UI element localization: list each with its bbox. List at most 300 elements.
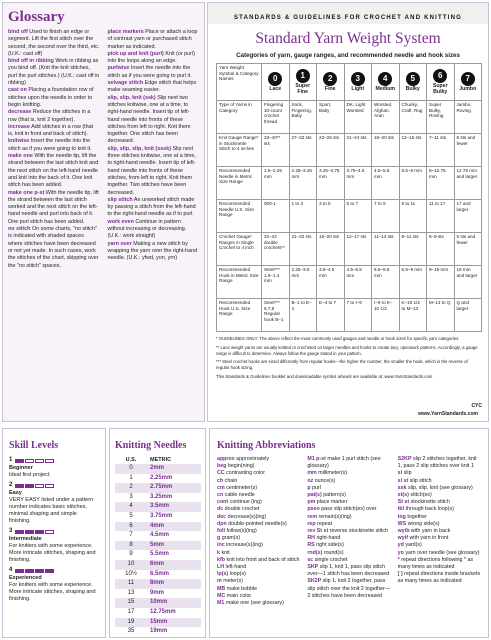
glossary-entry [8, 58, 100, 87]
yarn-weight-panel [207, 2, 489, 422]
weight-category [317, 64, 345, 101]
weight-category [372, 64, 400, 101]
glossary-definition: On some charts, "no stitch" is indicated with shaded spaces where stitches have been decreased or not yet made. In such cases, work the stitches of the chart, skipping over the "no stitch" spaces. [8, 226, 99, 269]
weight-cell: 4.5–5.5 mm [344, 266, 372, 299]
abbreviations-title: Knitting Abbreviations [217, 440, 316, 451]
weight-cell: 6–9 sts [427, 233, 455, 266]
abbreviation: psso [307, 506, 320, 513]
abbreviations-panel [209, 428, 489, 638]
needle-row [115, 550, 201, 560]
abbreviation-entry [217, 470, 301, 477]
weight-cell: 4.5–5.5 mm [372, 167, 400, 200]
glossary-term: work even [107, 218, 134, 225]
needle-us-size: 0 [115, 464, 147, 474]
weight-cell: 3.5–4.5 mm [317, 266, 345, 299]
abbreviation-meaning: yard(s) [405, 542, 422, 549]
weight-cell: 11 to 17 [427, 200, 455, 233]
abbreviation-entry [307, 506, 391, 513]
skill-bars [9, 457, 100, 464]
skill-bar-segment [45, 569, 54, 573]
glossary-entry [8, 29, 100, 58]
abbreviation: dec [217, 513, 227, 520]
weight-category-name: Light [351, 85, 365, 92]
needle-row [115, 598, 201, 608]
abbreviation: cn [217, 492, 224, 499]
weight-cell: Worsted, Afghan, Aran [372, 101, 400, 134]
needle-us-size: 2 [115, 483, 147, 493]
abbreviation-entry [217, 578, 301, 585]
weight-cell: Chunky, Craft, Rug [399, 101, 427, 134]
abbreviation-meaning: follow(s)(ing) [226, 528, 257, 535]
abbreviation-meaning: left-hand [225, 564, 247, 571]
abbreviation-meaning: slip 1, knit 1, pass slip stitch over—1 stitch has been decreased [307, 564, 390, 578]
weight-row [217, 299, 482, 332]
skill-number: 1 [9, 457, 13, 463]
abbreviation-entry [307, 499, 391, 506]
weight-cell: 8–12.75 mm [427, 167, 455, 200]
weight-row [217, 101, 482, 134]
glossary-definition: An unworked stitch made by passing a stitch from the left-hand to the right-hand needle as if to purl. [107, 196, 196, 218]
weight-cell: Steel*** 6,7,8 Regular hook B–1 [262, 299, 290, 332]
weight-cell: 7 to I–9 [344, 299, 372, 332]
weight-cell: 17 and larger [454, 200, 482, 233]
needle-us-size: 9 [129, 551, 133, 558]
abbreviation: cont [217, 499, 229, 506]
abbreviation-meaning: single crochet [314, 556, 348, 563]
skill-number: 2 [9, 482, 13, 488]
yarn-weight-subtitle: Categories of yarn, gauge ranges, and recommended needle and hook sizes [236, 52, 460, 59]
weight-category [427, 64, 455, 101]
abbreviation: rev St st [307, 528, 329, 535]
weight-cell: 16–20 sts [317, 233, 345, 266]
glossary-term: slip, slip, slip, knit (sssk) [107, 145, 172, 152]
abbreviation-meaning: pattern(s) [323, 492, 346, 499]
abbreviation-meaning: place marker [316, 499, 348, 506]
weight-cell: 5 to 7 [344, 200, 372, 233]
skill-bar-segment [45, 484, 54, 488]
skill-description: For knitters with some experience. More intricate stitches, shaping and finishing. [9, 543, 96, 563]
skill-bars [9, 528, 100, 535]
skill-bars [9, 482, 100, 489]
weight-cell: 9–16 mm [427, 266, 455, 299]
glossary-entry [108, 241, 200, 263]
abbreviation-meaning: loop(s) [229, 571, 246, 578]
abbreviation: kfb [217, 556, 225, 563]
abbreviation: lp(s) [217, 571, 229, 578]
glossary-definition: Add stitches in a row (that is, knit in front and back of stitch). [8, 123, 94, 138]
glossary-term: make one p-st [8, 189, 45, 196]
weight-cell: 2.25–3.5 mm [289, 266, 317, 299]
abbreviation-entry [217, 514, 301, 521]
abbreviation: [ ] [397, 571, 403, 578]
abbreviation: WS [397, 520, 407, 527]
abbreviation-entry [217, 521, 301, 528]
abbreviation-entry [307, 550, 391, 557]
abbreviation-entry [307, 535, 391, 542]
abbreviation-meaning: decrease(s)(ing) [227, 513, 267, 520]
weight-cell: Super Bulky, Roving [427, 101, 455, 134]
glossary-term: place markers [107, 29, 144, 35]
skill-name: Easy [9, 490, 22, 496]
weight-cell: 12–17 sts [344, 233, 372, 266]
abbreviation-entry [217, 564, 301, 571]
abbreviation-entry [398, 542, 482, 549]
weight-notes [216, 336, 480, 380]
glossary-entry [108, 29, 200, 51]
abbreviation: SKP [307, 564, 319, 571]
weight-category-name: Jumbo [459, 85, 477, 92]
needle-metric-size: 3.5mm [147, 502, 201, 512]
skill-name: Intermediate [9, 536, 42, 542]
glossary-definition: With the needle tip, lift the strand between the last stitch worked and the next stitch on the left-hand needle and purl into back of it. One purl stitch has been added. [8, 189, 99, 225]
glossary-entry [8, 109, 100, 124]
abbreviation-entry [307, 478, 391, 485]
abbreviation-entry [398, 528, 482, 535]
glossary-entry [8, 124, 100, 139]
abbreviation: * [397, 556, 400, 563]
glossary-definition: Place or attach a loop of contrast yarn or purchased stitch marker as indicated. [107, 29, 198, 50]
needle-row [115, 464, 201, 474]
abbreviation: MC [217, 592, 226, 599]
abbreviation-meaning: approximately [236, 456, 270, 462]
abbreviation-entry [307, 542, 391, 549]
needle-metric-size: 4mm [147, 522, 201, 532]
col-metric-header: METRIC [150, 457, 172, 463]
abbreviation-meaning: contrasting color [226, 470, 266, 477]
weight-cell: 6 sts and fewer [454, 134, 482, 167]
glossary-term: bind off [8, 29, 28, 35]
abbreviation-meaning: wrong side(s) [407, 520, 440, 527]
needle-metric-size: 3.75mm [150, 512, 173, 519]
abbreviation-entry [307, 514, 391, 521]
weight-cell: 3.25–3.75 mm [317, 167, 345, 200]
abbreviation-entry [217, 463, 301, 470]
abbreviation-entry [217, 506, 301, 513]
weight-cell: Jumbo, Roving [454, 101, 482, 134]
abbreviation-entry [398, 456, 482, 470]
abbreviation-meaning: pass slip stitch(es) over [321, 506, 377, 513]
abbreviation: M1 p-st [307, 456, 326, 462]
needle-metric-size: 6mm [147, 560, 201, 570]
abbreviation-meaning: slip stitch [409, 477, 432, 484]
glossary-entry [8, 190, 100, 226]
abbreviation-meaning: increase(s)(ing) [226, 542, 263, 549]
needle-row [115, 579, 201, 589]
glossary-panel [2, 2, 205, 422]
abbreviation-meaning: with yarn in back [410, 528, 451, 535]
weight-row-label: Recommended Hook in Metric Size Range [217, 266, 262, 299]
needle-row [115, 531, 201, 541]
weight-cell: 23–26 sts [317, 134, 345, 167]
needle-us-size: 5 [129, 512, 133, 519]
abbreviation-entry [217, 542, 301, 549]
abbreviation-meaning: together [407, 513, 427, 520]
needle-us-size: 3 [129, 493, 133, 500]
abbreviation-meaning: with yarn in front [409, 535, 449, 542]
abbreviation: wyib [397, 528, 410, 535]
glossary-definition: Used to finish an edge or segment. Lift the first stitch over the second, the second over the third, etc. (U.K.: cast off) [8, 29, 100, 57]
abbreviation-meaning: right-hand [316, 535, 341, 542]
abbreviation-meaning: slip [403, 470, 412, 477]
glossary-definition: Insert the needle into the stitch as if you were going to knit it. [8, 138, 92, 152]
skill-bar-segment [35, 459, 44, 463]
glossary-definition: With the needle tip, lift the strand between the last stitch knit and the next stitch on the left-hand needle and knit into the back of it. One knit stitch has been added. [8, 153, 99, 189]
skill-bar-segment [15, 569, 24, 573]
glossary-entry [108, 219, 200, 241]
weight-row [217, 266, 482, 299]
abbreviation: dc [217, 506, 224, 513]
abbreviation: approx [217, 456, 235, 462]
yarn-ball-icon: 5 [406, 72, 420, 86]
glossary-entry [108, 146, 200, 197]
abbreviation: mm [307, 470, 317, 477]
needle-us-size: 6 [115, 522, 147, 532]
needle-us-size: 19 [115, 618, 147, 628]
weight-note: This Standards & Guidelines booklet and downloadable symbol artwork are available at: www.YarnStandards.com [216, 373, 433, 379]
abbreviation-entry [307, 578, 391, 600]
glossary-definition: Slip next two stitches knitwise, one at a time, to right-hand needle. Insert tip of left-hand needle into fronts of these stitches from left to right. Knit them together. One stitch has been decreased. [107, 94, 191, 145]
abbreviation: k [217, 549, 220, 556]
needle-table [115, 456, 201, 637]
skill-bar-segment [35, 530, 44, 534]
skill-bar-segment [35, 484, 44, 488]
abbreviation-meaning: slip 2 stitches together, knit 1, pass 2 slip stitches over knit 1 [397, 456, 477, 470]
abbreviation: wyif [397, 535, 408, 542]
abbreviation-meaning: chain [224, 477, 238, 484]
glossary-term: knitwise [8, 138, 30, 145]
weight-cell: DK, Light Worsted [344, 101, 372, 134]
skill-bar-segment [45, 459, 54, 463]
weight-category-name: Lace [269, 85, 282, 92]
abbreviation-entry [398, 485, 482, 492]
abbreviation: cm [217, 484, 225, 491]
abbreviation-entry [217, 485, 301, 492]
abbreviation: yd [397, 542, 404, 549]
weight-row [217, 233, 482, 266]
weight-category-name: Fine [324, 85, 336, 92]
glossary-definition: Reduce the stitches in a row (that is, knit 2 together). [8, 109, 91, 123]
weight-row-label: Crochet Gauge* Ranges in Single Crochet to 4 inch [217, 233, 262, 266]
abbreviation-meaning: double-pointed needle(s) [228, 520, 287, 527]
needle-us-size: 35 [127, 628, 135, 635]
needle-row [115, 522, 201, 532]
needle-us-size: 10½ [125, 570, 137, 577]
col-us-header: U.S. [125, 457, 137, 463]
skill-bar-segment [25, 569, 34, 573]
glossary-entry [108, 197, 200, 219]
abbreviation-entry [307, 521, 391, 528]
yarn-ball-icon: 1 [296, 69, 310, 83]
skill-level [9, 528, 100, 564]
glossary-definition: Placing a foundation row of stitches upon the needle in order to begin knitting. [8, 87, 94, 108]
weight-category [344, 64, 372, 101]
needle-metric-size: 10mm [147, 598, 201, 608]
abbreviation: p [307, 484, 311, 491]
glossary-entry [8, 226, 100, 270]
yarn-ball-icon: 6 [433, 69, 447, 83]
glossary-term: slip, slip, knit (ssk) [107, 94, 156, 101]
weight-cell: 12–15 sts [399, 134, 427, 167]
knitting-needles-title: Knitting Needles [115, 440, 187, 451]
abbreviation-meaning: make bobble [226, 585, 258, 592]
yarn-ball-icon: 7 [461, 72, 475, 86]
weight-row [217, 134, 482, 167]
needle-row [115, 608, 201, 618]
skill-bar-segment [25, 530, 34, 534]
needle-row [115, 502, 201, 512]
weight-cell: 2.25–3.25 mm [289, 167, 317, 200]
weight-row [217, 200, 482, 233]
abbreviation: M1 [217, 600, 225, 607]
weight-cell: Steel*** 1.6–1.4 mm [262, 266, 290, 299]
weight-cell: 21–32 sts [289, 233, 317, 266]
glossary-entry [108, 80, 200, 95]
abbreviation: ssk [397, 484, 407, 491]
abbreviation-meaning: knit into front and back of stitch [226, 556, 300, 563]
abbreviation-meaning: stitch(es) [410, 492, 432, 499]
weight-cell: Fingering 10-count crochet thread [262, 101, 290, 134]
glossary-term: slip stitch [107, 196, 133, 203]
needle-metric-size: 8mm [147, 579, 201, 589]
abbreviation-meaning: meter(s) [223, 578, 243, 585]
needle-row [115, 589, 201, 599]
abbreviation: sl st [397, 477, 409, 484]
abbreviation: St st [397, 499, 410, 506]
weight-note: *** Steel crochet hooks are sized differently from regular hooks—the higher the number, the smaller the hook, which is the reverse of regular hook sizing. [216, 359, 468, 371]
abbreviation-meaning: make one (see glossary) [225, 600, 284, 607]
abbreviation-entry [398, 499, 482, 506]
glossary-term: no stitch [8, 226, 31, 233]
needle-row [115, 483, 201, 493]
abbreviation-entry [217, 528, 301, 535]
weight-cell: 27–32 sts [289, 134, 317, 167]
abbreviation-entry [307, 557, 391, 564]
skill-level [9, 457, 100, 479]
skill-level [9, 482, 100, 525]
skill-name: Beginner [9, 465, 33, 471]
abbreviation-entry [398, 478, 482, 485]
skill-bar-segment [45, 530, 54, 534]
glossary-entry [108, 51, 200, 66]
abbreviation-meaning: right side(s) [316, 542, 344, 549]
abbreviation: m [217, 578, 222, 585]
glossary-entry [108, 95, 200, 146]
abbreviation-entry [307, 492, 391, 499]
abbreviation: ch [217, 477, 224, 484]
skill-bars [9, 567, 100, 574]
abbreviation: pm [307, 499, 316, 506]
needle-metric-size: 2.25mm [150, 474, 173, 481]
needle-us-size: 4 [115, 502, 147, 512]
needle-row [115, 474, 201, 484]
abbreviation-meaning: repeat directions following * as many times as indicated [397, 556, 474, 571]
skill-level-list [9, 457, 100, 603]
weight-category [454, 64, 482, 101]
abbreviation: st(s) [397, 492, 409, 499]
needle-metric-size: 2.75mm [147, 483, 201, 493]
corner-label: Yarn Weight Symbol & Category Names [217, 64, 262, 101]
weight-cell: 5.5–8 mm [399, 167, 427, 200]
weight-row-label: Recommended Needle U.S. Size Range [217, 200, 262, 233]
weight-category-name: Bulky [405, 85, 420, 92]
glossary-title: Glossary [8, 9, 65, 25]
abbreviation: RS [307, 542, 315, 549]
abbreviation-entry [217, 492, 301, 499]
needle-metric-size: 12.75mm [150, 608, 176, 615]
abbreviation: CC [217, 470, 225, 477]
abbreviation: SK2P [307, 578, 322, 585]
glossary-definition: Slip next three stitches knitwise, one at a time, to right-hand needle. Insert tip of left-hand needle into fronts of these stitches, from left to right. Knit them together. Two stitches have been decreased. [107, 145, 196, 196]
abbreviation: yo [397, 549, 404, 556]
abbreviation-meaning: purl [312, 484, 321, 491]
weight-cell: 33–40** sts [262, 134, 290, 167]
weight-cell: 1.5–2.25 mm [262, 167, 290, 200]
abbreviation: pat(s) [307, 492, 322, 499]
weight-category [399, 64, 427, 101]
glossary-entry [8, 153, 100, 189]
glossary-term: make one [8, 153, 33, 160]
abbreviation-entry [398, 557, 482, 571]
needle-us-size: 8 [115, 541, 147, 551]
abbreviation-list [217, 456, 482, 607]
abbreviation-meaning: slip, slip, knit (see glossary) [407, 484, 473, 491]
weight-cell: I–9 to K–10 1/2 [372, 299, 400, 332]
weight-category-name: Medium [375, 85, 396, 92]
abbreviation: rep [307, 520, 316, 527]
weight-cell: B–1 to E–4 [289, 299, 317, 332]
needle-us-size: 17 [127, 608, 135, 615]
skill-description: Ideal first project. [9, 472, 51, 478]
abbreviation-meaning: reverse stockinette stitch [329, 528, 389, 535]
weight-cell: 8–11 sts [399, 233, 427, 266]
cyc-logo: CYC [471, 403, 482, 409]
abbreviation: tog [397, 513, 406, 520]
weight-cell: 6.5–9 mm [399, 266, 427, 299]
glossary-term: increase [8, 123, 30, 130]
abbreviation-entry [307, 470, 391, 477]
abbreviation-entry [217, 478, 301, 485]
needle-row [115, 618, 201, 628]
yarn-ball-icon: 0 [268, 72, 282, 86]
weight-cell: M–13 to Q [427, 299, 455, 332]
weight-category-name: Super Bulky [432, 82, 448, 95]
abbreviation-meaning: slip 1, knit 2 together, pass slip stitch over the knit 2 together—2 stitches have been decreased [307, 578, 391, 599]
needle-metric-size: 4.5mm [150, 532, 170, 539]
needle-us-size: 10 [115, 560, 147, 570]
weight-cell: Sport, Baby [317, 101, 345, 134]
abbreviation: sl [397, 470, 403, 477]
needle-metric-size: 3.25mm [150, 493, 173, 500]
weight-cell: 16–20 sts [372, 134, 400, 167]
skill-description: VERY EASY listed under a pattern number indicates basic stitches, minimal shaping and simple finishing. [9, 497, 94, 524]
weight-cell: 9 to 11 [399, 200, 427, 233]
abbreviation-entry [398, 492, 482, 499]
glossary-definition: Making a new stitch by wrapping the yarn over the right-hand needle. (U.K.: yfwd, yon, yrn) [107, 240, 198, 262]
skill-bar-segment [15, 530, 24, 534]
weight-cell: K–10 1/2 to M–13 [399, 299, 427, 332]
glossary-term: bind off in ribbing [8, 58, 54, 65]
weight-cell: 16 mm and larger [454, 266, 482, 299]
weight-cell: 000-1 [262, 200, 290, 233]
weight-row-label: Recommended Needle in Metric Size Range [217, 167, 262, 200]
needle-metric-size: 6.5mm [150, 570, 170, 577]
weight-cell: 7 to 9 [372, 200, 400, 233]
abbreviation-entry [307, 456, 391, 470]
skill-levels-panel [2, 428, 106, 638]
needle-us-size: 7 [129, 532, 133, 539]
yarn-ball-icon: 4 [378, 72, 392, 86]
needle-row [115, 570, 201, 580]
